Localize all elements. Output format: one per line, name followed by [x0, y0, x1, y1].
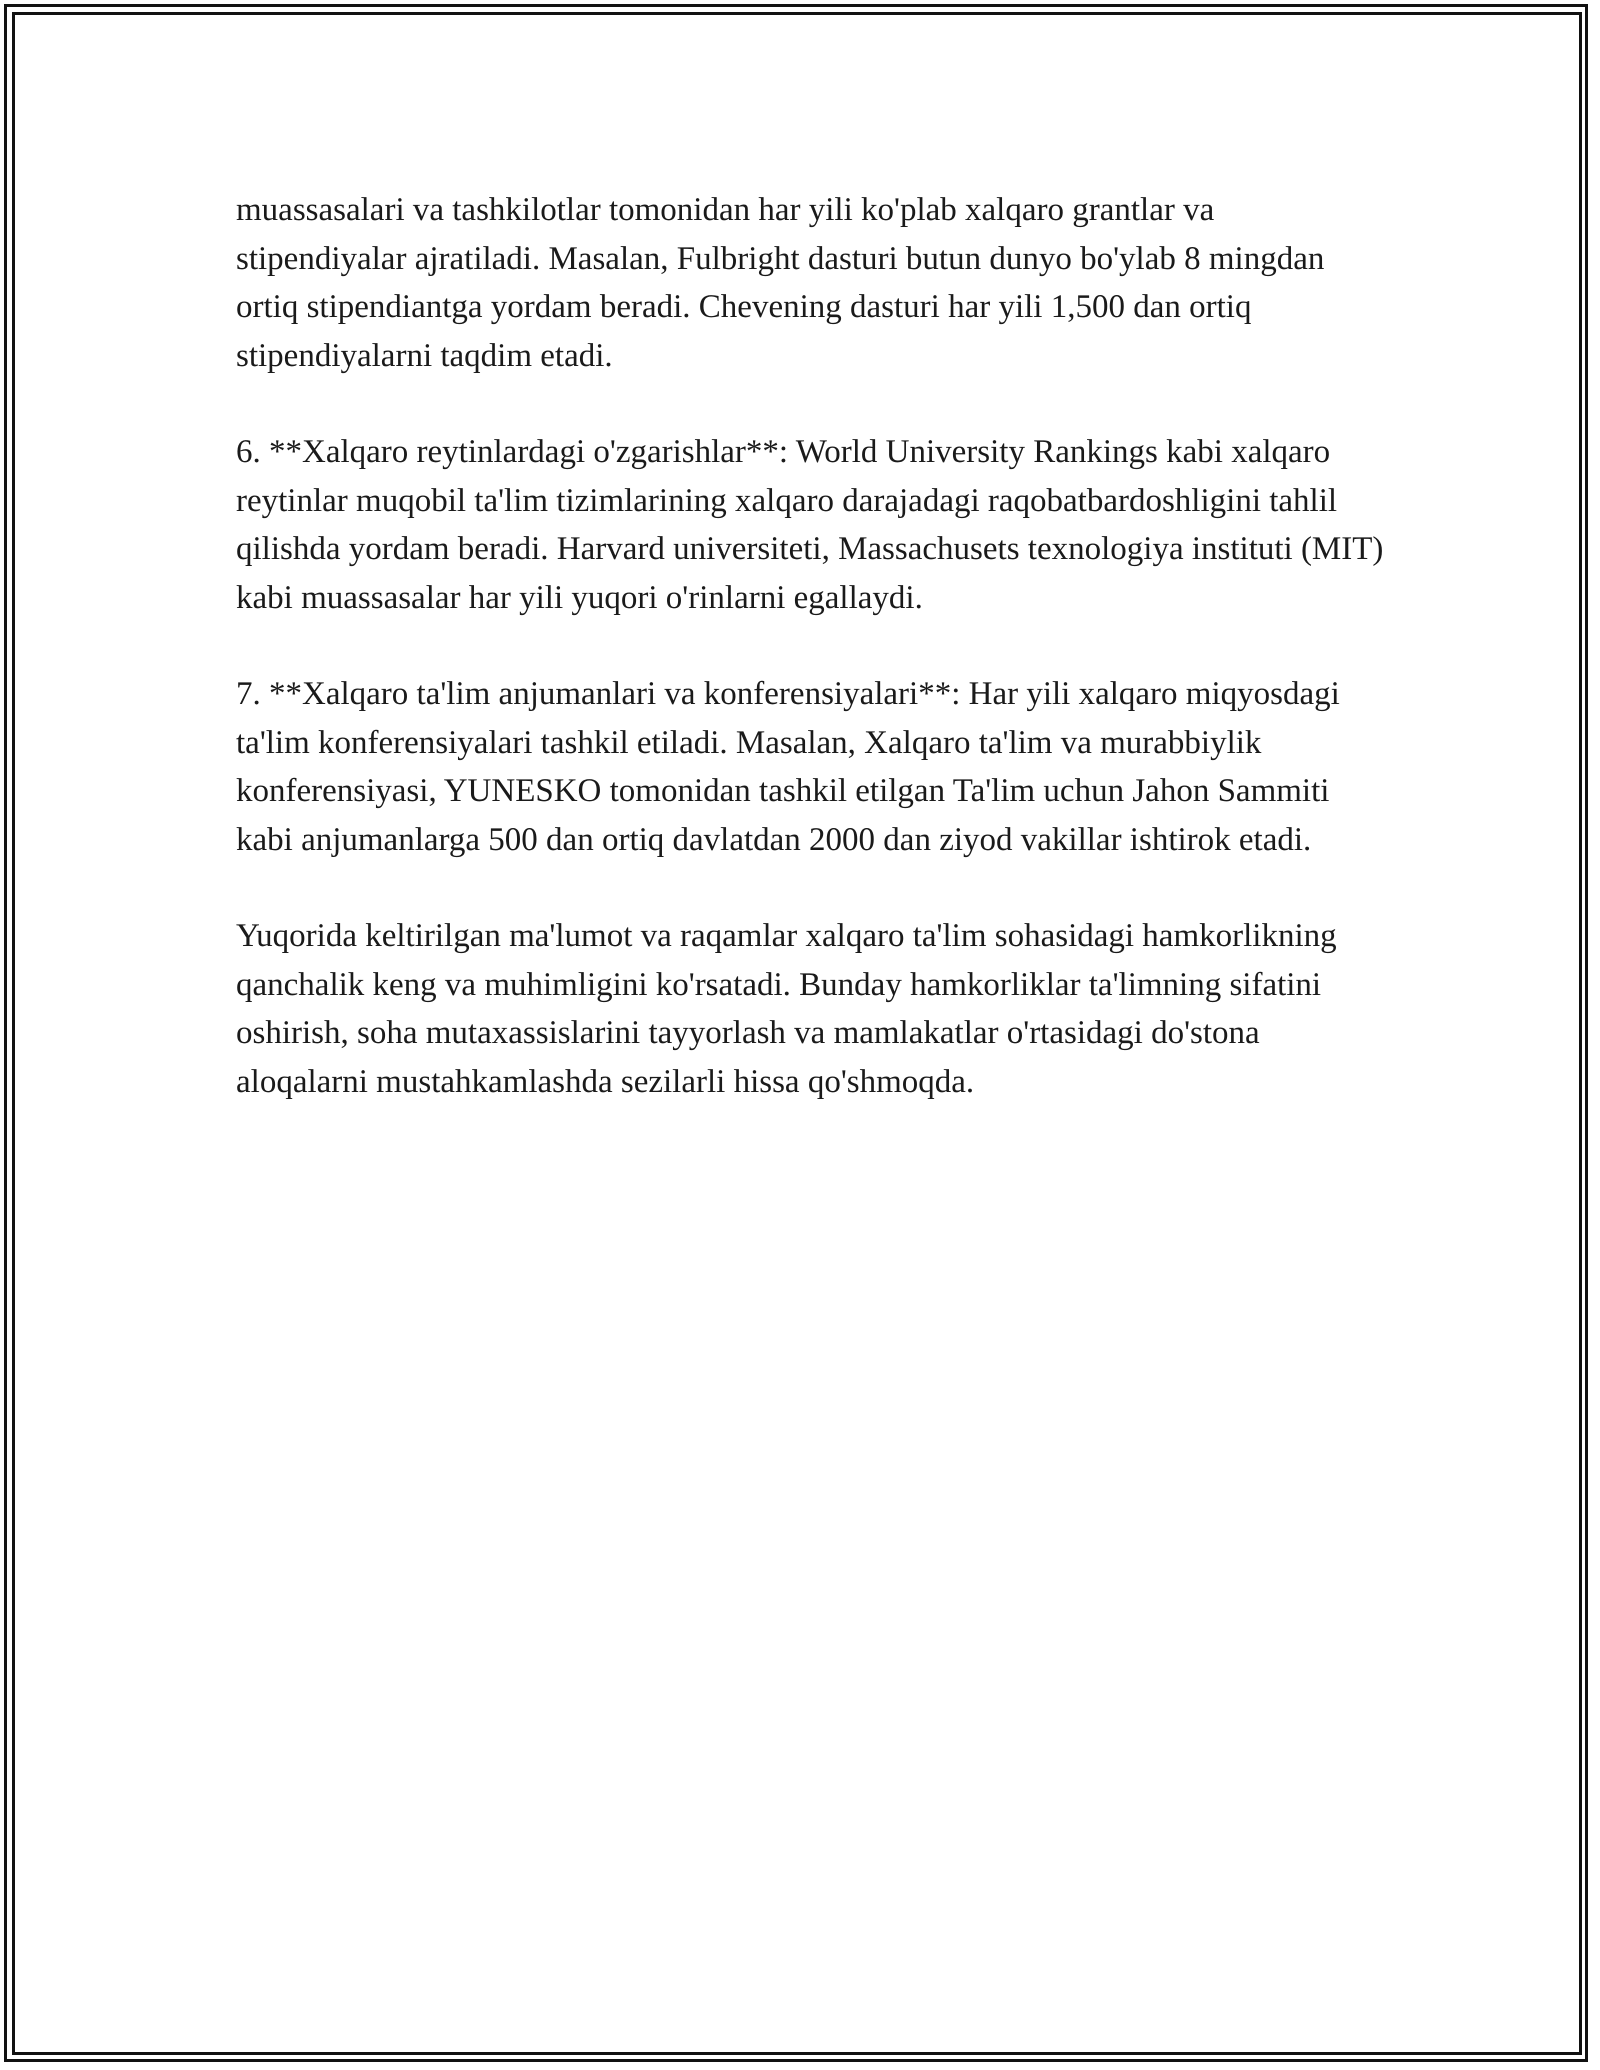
conferences-list-item: 7. **Xalqaro ta'lim anjumanlari va konferensiyalari**: Har yili xalqaro miqyosdagi ta'lim konferensiyalari tashkil etiladi. Masalan, Xalqaro ta'lim va murabbiylik konferensiyasi, YUNESKO tomonidan tashkil etilgan Ta'lim uchun Jahon Sammiti kabi anjumanlarga 500 dan ortiq davlatdan 2000 dan ziyod vakillar ishtirok etadi. [236, 676, 1340, 858]
rankings-list-item: 6. **Xalqaro reytinlardagi o'zgarishlar**: World University Rankings kabi xalqaro reytinlar muqobil ta'lim tizimlarining xalqaro darajadagi raqobatbardoshligini tahlil qilishda yordam beradi. Harvard universiteti, Massachusets texnologiya instituti (MIT) kabi muassasalar har yili yuqori o'rinlarni egallaydi. [236, 434, 1384, 616]
continued-scholarships-paragraph: muassasalari va tashkilotlar tomonidan har yili ko'plab xalqaro grantlar va stipendiyalar ajratiladi. Masalan, Fulbright dasturi butun dunyo bo'ylab 8 mingdan ortiq stipendiantga yordam beradi. Chevening dasturi har yili 1,500 dan ortiq stipendiyalarni taqdim etadi. [236, 192, 1325, 374]
conclusion-paragraph: Yuqorida keltirilgan ma'lumot va raqamlar xalqaro ta'lim sohasidagi hamkorlikning qanchalik keng va muhimligini ko'rsatadi. Bunday hamkorliklar ta'limning sifatini oshirish, soha mutaxassislarini tayyorlash va mamlakatlar o'rtasidagi do'stona aloqalarni mustahkamlashda sezilarli hissa qo'shmoqda. [236, 918, 1337, 1100]
document-body [236, 186, 1386, 1154]
